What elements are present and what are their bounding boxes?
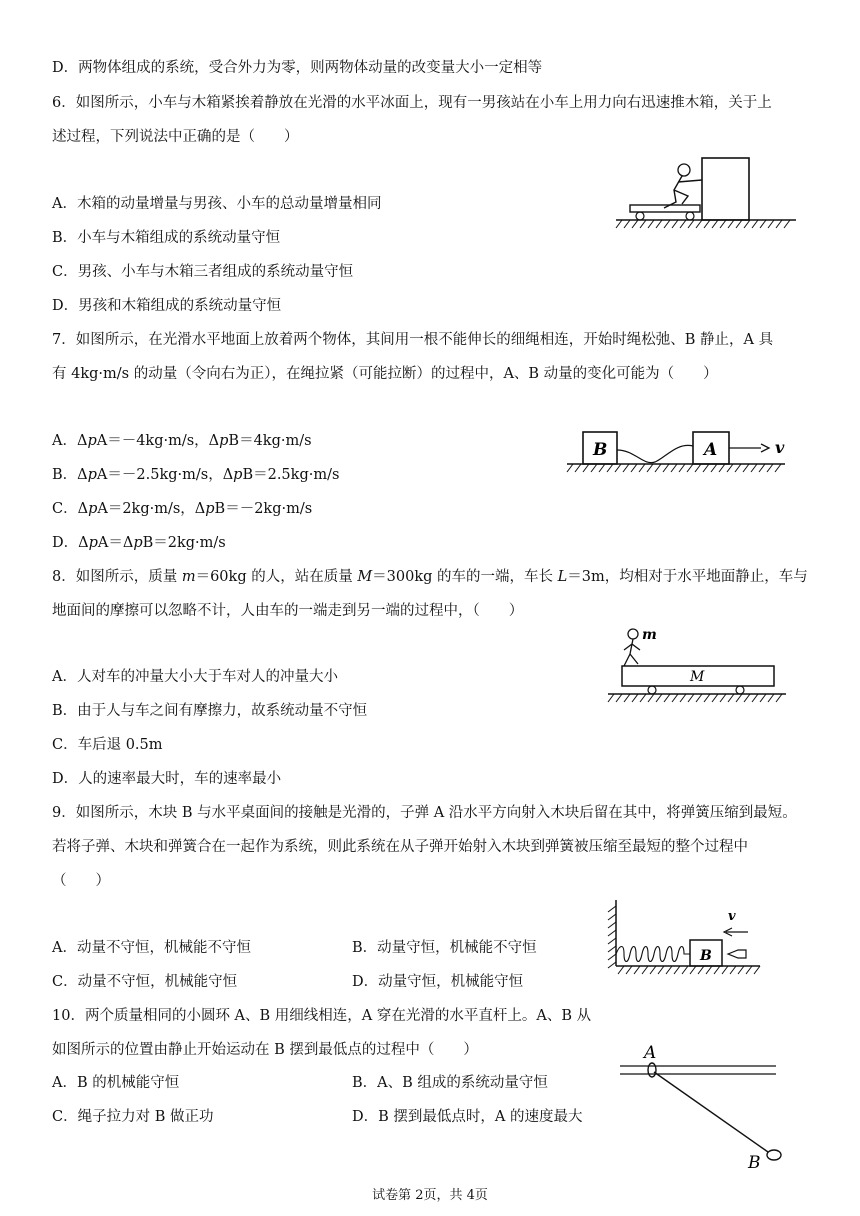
q6-option-c: C．男孩、小车与木箱三者组成的系统动量守恒: [52, 264, 354, 280]
q6-option-d: D．男孩和木箱组成的系统动量守恒: [52, 298, 282, 314]
q7-stem-line2: 有 4kg·m/s 的动量（令向右为正），在绳拉紧（可能拉断）的过程中，A、B 动量的变化可能为（ ）: [52, 366, 718, 382]
q6-stem-line1: 6．如图所示，小车与木箱紧挨着静放在光滑的水平冰面上，现有一男孩站在小车上用力向右迅速推木箱，关于上: [52, 95, 772, 111]
q9-fig-label-v: v: [728, 909, 736, 924]
q8-option-b: B．由于人与车之间有摩擦力，故系统动量不守恒: [52, 703, 368, 719]
q8-stem-line1: 8．如图所示，质量 𝑚＝60kg 的人，站在质量 𝑀＝300kg 的车的一端，车长 𝐿＝3m，均相对于水平地面静止，车与: [52, 569, 808, 585]
q7-fig-label-a: A: [704, 440, 718, 460]
q8-option-a: A．人对车的冲量大小大于车对人的冲量大小: [52, 669, 338, 685]
q10-fig-label-b: B: [748, 1153, 761, 1173]
q9-stem-line3: （ ）: [52, 873, 110, 889]
q9-option-a: A．动量不守恒，机械能不守恒: [52, 940, 251, 956]
q5-option-d: D．两物体组成的系统，受合外力为零，则两物体动量的改变量大小一定相等: [52, 60, 543, 76]
q10-figure-ring-rod-string: [616, 1040, 786, 1174]
q6-stem-line2: 述过程，下列说法中正确的是（ ）: [52, 129, 299, 145]
q8-figure-person-on-cart: [606, 624, 792, 704]
q6-option-a: A．木箱的动量增量与男孩、小车的总动量增量相同: [52, 196, 382, 212]
q10-stem-line2: 如图所示的位置由静止开始运动在 B 摆到最低点的过程中（ ）: [52, 1042, 478, 1058]
page-footer: 试卷第 2页，共 4页: [372, 1188, 488, 1203]
q10-option-a: A．B 的机械能守恒: [52, 1075, 180, 1091]
q7-fig-label-b: B: [593, 440, 608, 460]
q7-option-a: A．Δ𝑝A＝－4kg·m/s，Δ𝑝B＝4kg·m/s: [52, 433, 312, 449]
q10-option-b: B．A、B 组成的系统动量守恒: [352, 1075, 548, 1091]
q7-option-d: D．Δ𝑝A＝Δ𝑝B＝2kg·m/s: [52, 535, 226, 551]
q7-option-b: B．Δ𝑝A＝－2.5kg·m/s，Δ𝑝B＝2.5kg·m/s: [52, 467, 340, 483]
q7-figure-blocks-rope: [565, 428, 795, 480]
q8-option-d: D．人的速率最大时，车的速率最小: [52, 771, 282, 787]
q9-stem-line2: 若将子弹、木块和弹簧合在一起作为系统，则此系统在从子弹开始射入木块到弹簧被压缩至最短的整个过程中: [52, 839, 748, 855]
q9-option-b: B．动量守恒，机械能不守恒: [352, 940, 537, 956]
q10-stem-line1: 10．两个质量相同的小圆环 A、B 用细线相连，A 穿在光滑的水平直杆上。A、B 从: [52, 1008, 592, 1024]
q8-stem-line2: 地面间的摩擦可以忽略不计，人由车的一端走到另一端的过程中，（ ）: [52, 603, 524, 619]
q8-fig-label-m: m: [642, 627, 657, 643]
q8-fig-label-big-m: M: [690, 669, 705, 685]
q6-option-b: B．小车与木箱组成的系统动量守恒: [52, 230, 281, 246]
q10-option-c: C．绳子拉力对 B 做正功: [52, 1109, 214, 1125]
q7-fig-label-v: v: [775, 438, 785, 457]
q7-option-c: C．Δ𝑝A＝2kg·m/s，Δ𝑝B＝－2kg·m/s: [52, 501, 313, 517]
q9-option-d: D．动量守恒，机械能守恒: [352, 974, 524, 990]
q9-option-c: C．动量不守恒，机械能守恒: [52, 974, 238, 990]
q6-figure-boy-cart-box: [612, 156, 802, 232]
q9-figure-spring-block-bullet: [604, 896, 764, 978]
q10-fig-label-a: A: [644, 1043, 657, 1063]
q7-stem-line1: 7．如图所示，在光滑水平地面上放着两个物体，其间用一根不能伸长的细绳相连，开始时绳松弛、B 静止，A 具: [52, 332, 774, 348]
q8-option-c: C．车后退 0.5m: [52, 737, 163, 753]
q9-stem-line1: 9．如图所示，木块 B 与水平桌面间的接触是光滑的，子弹 A 沿水平方向射入木块后留在其中，将弹簧压缩到最短。: [52, 805, 797, 821]
q9-fig-label-b: B: [700, 948, 712, 964]
q10-option-d: D．B 摆到最低点时，A 的速度最大: [352, 1109, 583, 1125]
